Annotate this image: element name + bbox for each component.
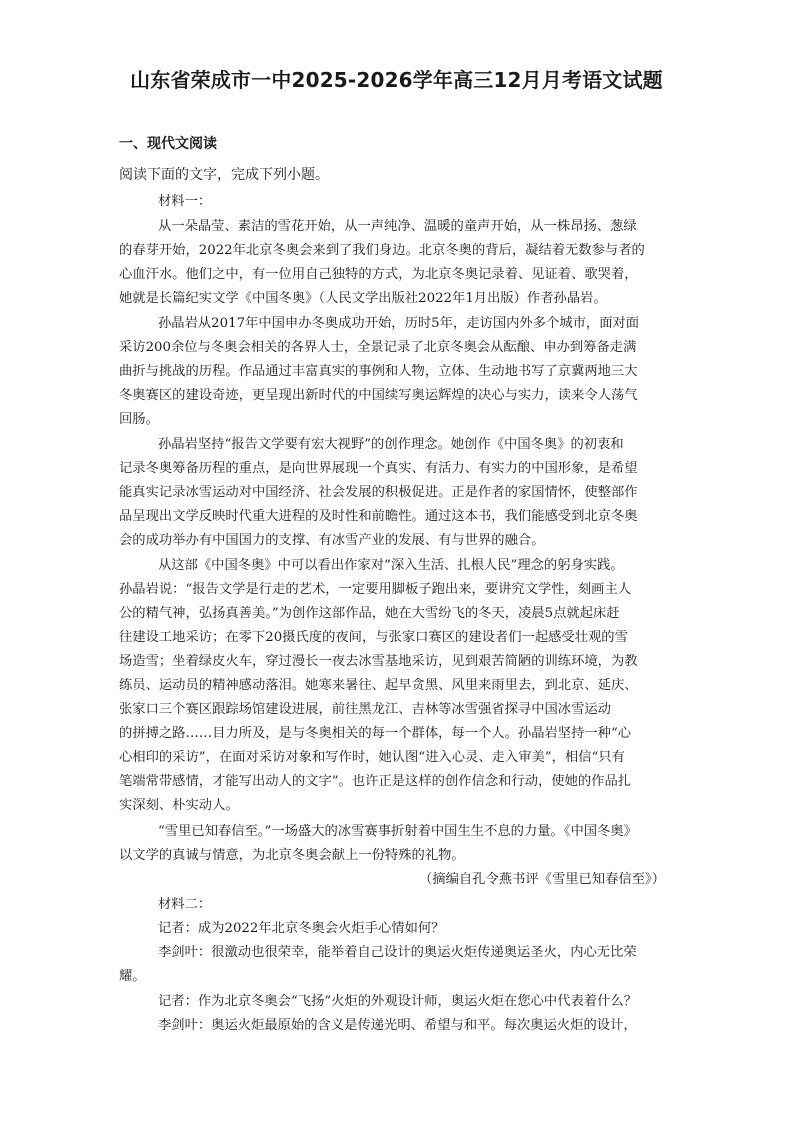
paragraph-line: 从一朵晶莹、素洁的雪花开始，从一声纯净、温暖的童声开始，从一株昂扬、葱绿 bbox=[158, 219, 637, 234]
paragraph-line: 张家口三个赛区跟踪场馆建设进展，前往黑龙江、吉林等冰雪强省探寻中国冰雪运动 bbox=[119, 702, 611, 717]
paragraph-line: 会的成功举办有中国国力的支撑、有冰雪产业的发展、有与世界的融合。 bbox=[119, 533, 545, 548]
paragraph-line: 练员、运动员的精神感动落泪。她寒来暑往、起早贪黑、风里来雨里去，到北京、延庆、 bbox=[119, 678, 638, 693]
paragraph-line: 曲折与挑战的历程。作品通过丰富真实的事例和人物，立体、生动地书写了京冀两地三大 bbox=[119, 364, 638, 379]
paragraph-line: 她就是长篇纪实文学《中国冬奥》（人民文学出版社2022年1月出版）作者孙晶岩。 bbox=[119, 291, 607, 306]
interview-line: 记者：作为北京冬奥会“飞扬”火炬的外观设计师，奥运火炬在您心中代表着什么？ bbox=[158, 994, 637, 1009]
material-two-label: 材料二： bbox=[158, 897, 212, 912]
page-title: 山东省荣成市一中2025-2026学年高三12月月考语文试题 bbox=[130, 68, 663, 92]
paragraph-line: 实深刻、朴实动人。 bbox=[119, 798, 239, 813]
paragraph-line: 孙晶岩从2017年中国申办冬奥成功开始，历时5年，走访国内外多个城市，面对面 bbox=[158, 316, 640, 331]
material-one-label: 材料一： bbox=[158, 194, 212, 209]
paragraph-line: 往建设工地采访；在零下20摄氏度的夜间，与张家口赛区的建设者们一起感受壮观的雪 bbox=[119, 630, 628, 645]
paragraph-line: 采访200余位与冬奥会相关的各界人士，全景记录了北京冬奥会从酝酿、申办到筹备走满 bbox=[119, 340, 637, 355]
section-heading: 一、现代文阅读 bbox=[119, 136, 217, 152]
paragraph-line: 能真实记录冰雪运动对中国经济、社会发展的积极促进。正是作者的家国情怀，使整部作 bbox=[119, 485, 638, 500]
paragraph-line: 的拼搏之路……目力所及，是与冬奥相关的每一个群体，每一个人。孙晶岩坚持一种“心 bbox=[119, 726, 632, 741]
paragraph-line: 公的精气神，弘扬真善美。”为创作这部作品，她在大雪纷飞的冬天，凌晨5点就起床赶 bbox=[119, 606, 620, 621]
paragraph-line: 笔端常带感情，才能写出动人的文字”。也许正是这样的创作信念和行动，使她的作品扎 bbox=[119, 774, 632, 789]
instruction-text: 阅读下面的文字，完成下列小题。 bbox=[119, 167, 329, 183]
paragraph-line: 心相印的采访”，在面对采访对象和写作时，她认图“进入心灵、走入审美”，相信“只有 bbox=[119, 750, 625, 765]
interview-line: 耀。 bbox=[119, 969, 146, 984]
interview-line: 李剑叶：很激动也很荣幸，能举着自己设计的奥运火炬传递奥运圣火，内心无比荣 bbox=[158, 945, 637, 960]
paragraph-line: 品呈现出文学反映时代重大进程的及时性和前瞻性。通过这本书，我们能感受到北京冬奥 bbox=[119, 509, 638, 524]
interview-line: 记者：成为2022年北京冬奥会火炬手心情如何？ bbox=[158, 921, 445, 936]
paragraph-line: 场造雪；坐着绿皮火车，穿过漫长一夜去冰雪基地采访，见到艰苦简陋的训练环境，为教 bbox=[119, 654, 638, 669]
paragraph-line: 记录冬奥筹备历程的重点，是向世界展现一个真实、有活力、有实力的中国形象，是希望 bbox=[119, 461, 638, 476]
paragraph-line: 孙晶岩坚持“报告文学要有宏大视野”的创作理念。她创作《中国冬奥》的初衷和 bbox=[158, 437, 624, 452]
paragraph-line: 的春芽开始，2022年北京冬奥会来到了我们身边。北京冬奥的背后，凝结着无数参与者的 bbox=[119, 243, 645, 258]
paragraph-line: 以文学的真诚与情意，为北京冬奥会献上一份特殊的礼物。 bbox=[119, 848, 465, 863]
paragraph-line: 心血汗水。他们之中，有一位用自己独特的方式，为北京冬奥记录着、见证着、歌哭着， bbox=[119, 267, 638, 282]
source-citation: （摘编自孔令燕书评《雪里已知春信至》） bbox=[419, 872, 665, 887]
paragraph-line: “雪里已知春信至。”一场盛大的冰雪赛事折射着中国生生不息的力量。《中国冬奥》 bbox=[158, 824, 637, 839]
paragraph-line: 孙晶岩说：“报告文学是行走的艺术，一定要用脚板子跑出来，要讲究文学性，刻画主人 bbox=[119, 582, 632, 597]
paragraph-line: 冬奥赛区的建设奇迹，更呈现出新时代的中国续写奥运辉煌的决心与实力，读来令人荡气 bbox=[119, 388, 638, 403]
paragraph-line: 回肠。 bbox=[119, 412, 159, 427]
paragraph-line: 从这部《中国冬奥》中可以看出作家对“深入生活、扎根人民”理念的躬身实践。 bbox=[158, 558, 624, 573]
interview-line: 李剑叶：奥运火炬最原始的含义是传递光明、希望与和平。每次奥运火炬的设计， bbox=[158, 1018, 637, 1033]
